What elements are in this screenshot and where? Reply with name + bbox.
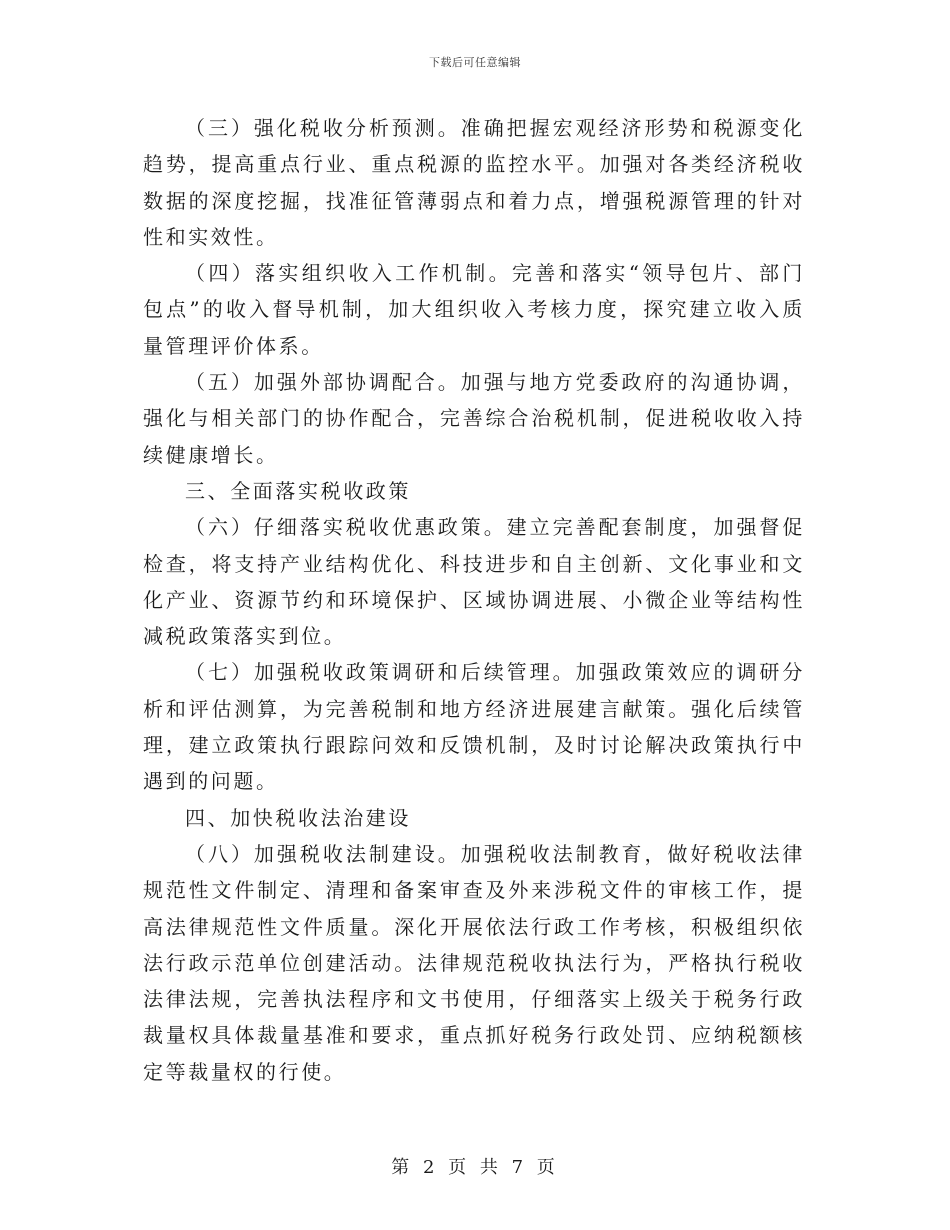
page-header-note: 下载后可任意编辑	[429, 56, 521, 69]
paragraph-7: （七）加强税收政策调研和后续管理。加强政策效应的调研分析和评估测算，为完善税制和地方经济进展建言献策。强化后续管理，建立政策执行跟踪问效和反馈机制，及时讨论解决政策执行中遇到的问题。	[143, 660, 805, 794]
paragraph-3: （三）强化税收分析预测。准确把握宏观经济形势和税源变化趋势，提高重点行业、重点税源的监控水平。加强对各类经济税收数据的深度挖掘，找准征管薄弱点和着力点，增强税源管理的针对性和实效性。	[143, 116, 805, 249]
paragraph-5: （五）加强外部协调配合。加强与地方党委政府的沟通协调，强化与相关部门的协作配合，完善综合治税机制，促进税收收入持续健康增长。	[143, 370, 805, 467]
section-heading-3: 三、全面落实税收政策	[185, 478, 411, 503]
section-heading-4: 四、加快税收法治建设	[185, 805, 411, 830]
document-body	[143, 110, 805, 1090]
paragraph-4: （四）落实组织收入工作机制。完善和落实“领导包片、部门包点”的收入督导机制，加大组织收入考核力度，探究建立收入质量管理评价体系。	[143, 261, 805, 358]
paragraph-6: （六）仔细落实税收优惠政策。建立完善配套制度，加强督促检查，将支持产业结构优化、科技进步和自主创新、文化事业和文化产业、资源节约和环境保护、区域协调进展、小微企业等结构性减税政策落实到位。	[143, 515, 805, 649]
paragraph-8: （八）加强税收法制建设。加强税收法制教育，做好税收法律规范性文件制定、清理和备案审查及外来涉税文件的审核工作，提高法律规范性文件质量。深化开展依法行政工作考核，积极组织依法行政示范单位创建活动。法律规范税收执法行为，严格执行税收法律法规，完善执法程序和文书使用，仔细落实上级关于税务行政裁量权具体裁量基准和要求，重点抓好税务行政处罚、应纳税额核定等裁量权的行使。	[143, 841, 805, 1084]
page-number-footer: 第 2 页 共 7 页	[391, 1157, 559, 1178]
